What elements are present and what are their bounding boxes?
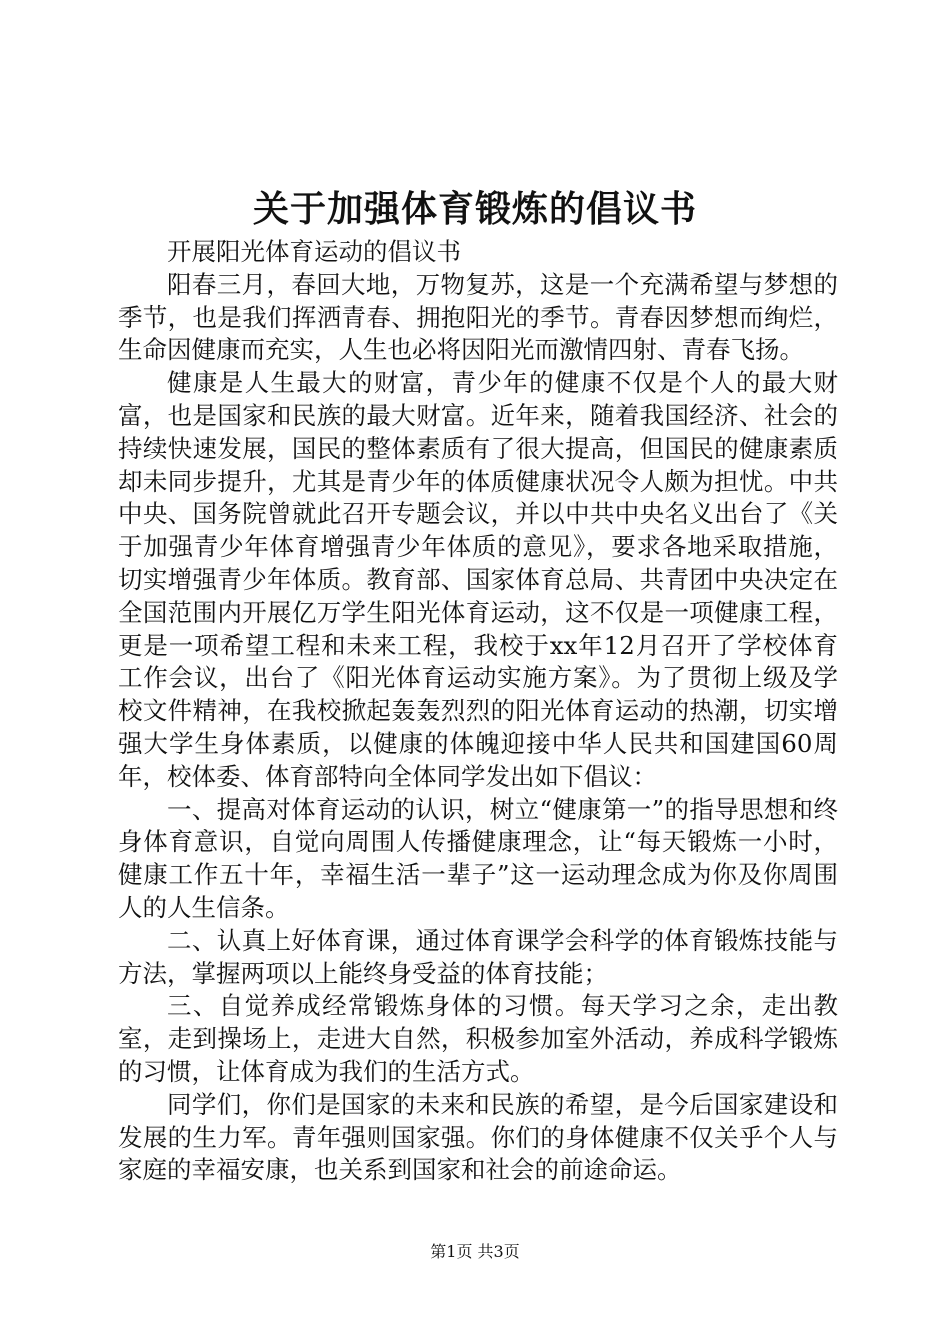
paragraph: 同学们，你们是国家的未来和民族的希望，是今后国家建设和发展的生力军。青年强则国家强。你们的身体健康不仅关乎个人与家庭的幸福安康，也关系到国家和社会的前途命运。 — [118, 1089, 838, 1185]
page-footer: 第1页 共3页 — [430, 1242, 520, 1261]
document-title: 关于加强体育锻炼的倡议书 — [252, 188, 697, 230]
document-body — [118, 236, 838, 1187]
paragraph: 二、认真上好体育课，通过体育课学会科学的体育锻炼技能与方法，掌握两项以上能终身受益的体育技能； — [118, 925, 838, 988]
paragraph: 健康是人生最大的财富，青少年的健康不仅是个人的最大财富，也是国家和民族的最大财富。近年来，随着我国经济、社会的持续快速发展，国民的整体素质有了很大提高，但国民的健康素质却未同步提升，尤其是青少年的体质健康状况令人颇为担忧。中共中央、国务院曾就此召开专题会议，并以中共中央名义出台了《关于加强青少年体育增强青少年体质的意见》，要求各地采取措施，切实增强青少年体质。教育部、国家体育总局、共青团中央决定在全国范围内开展亿万学生阳光体育运动，这不仅是一项健康工程，更是一项希望工程和未来工程，我校于xx年12月召开了学校体育工作会议，出台了《阳光体育运动实施方案》。为了贯彻上级及学校文件精神，在我校掀起轰轰烈烈的阳光体育运动的热潮，切实增强大学生身体素质，以健康的体魄迎接中华人民共和国建国60周年，校体委、体育部特向全体同学发出如下倡议： — [118, 368, 838, 791]
document-subtitle: 开展阳光体育运动的倡议书 — [167, 237, 461, 266]
paragraph: 一、提高对体育运动的认识，树立“健康第一”的指导思想和终身体育意识，自觉向周围人传播健康理念，让“每天锻炼一小时，健康工作五十年，幸福生活一辈子”这一运动理念成为你及你周围人的人生信条。 — [118, 794, 838, 922]
paragraph: 阳春三月，春回大地，万物复苏，这是一个充满希望与梦想的季节，也是我们挥洒青春、拥抱阳光的季节。青春因梦想而绚烂，生命因健康而充实，人生也必将因阳光而激情四射、青春飞扬。 — [118, 269, 838, 365]
paragraph: 三、自觉养成经常锻炼身体的习惯。每天学习之余，走出教室，走到操场上，走进大自然，积极参加室外活动，养成科学锻炼的习惯，让体育成为我们的生活方式。 — [118, 991, 838, 1086]
